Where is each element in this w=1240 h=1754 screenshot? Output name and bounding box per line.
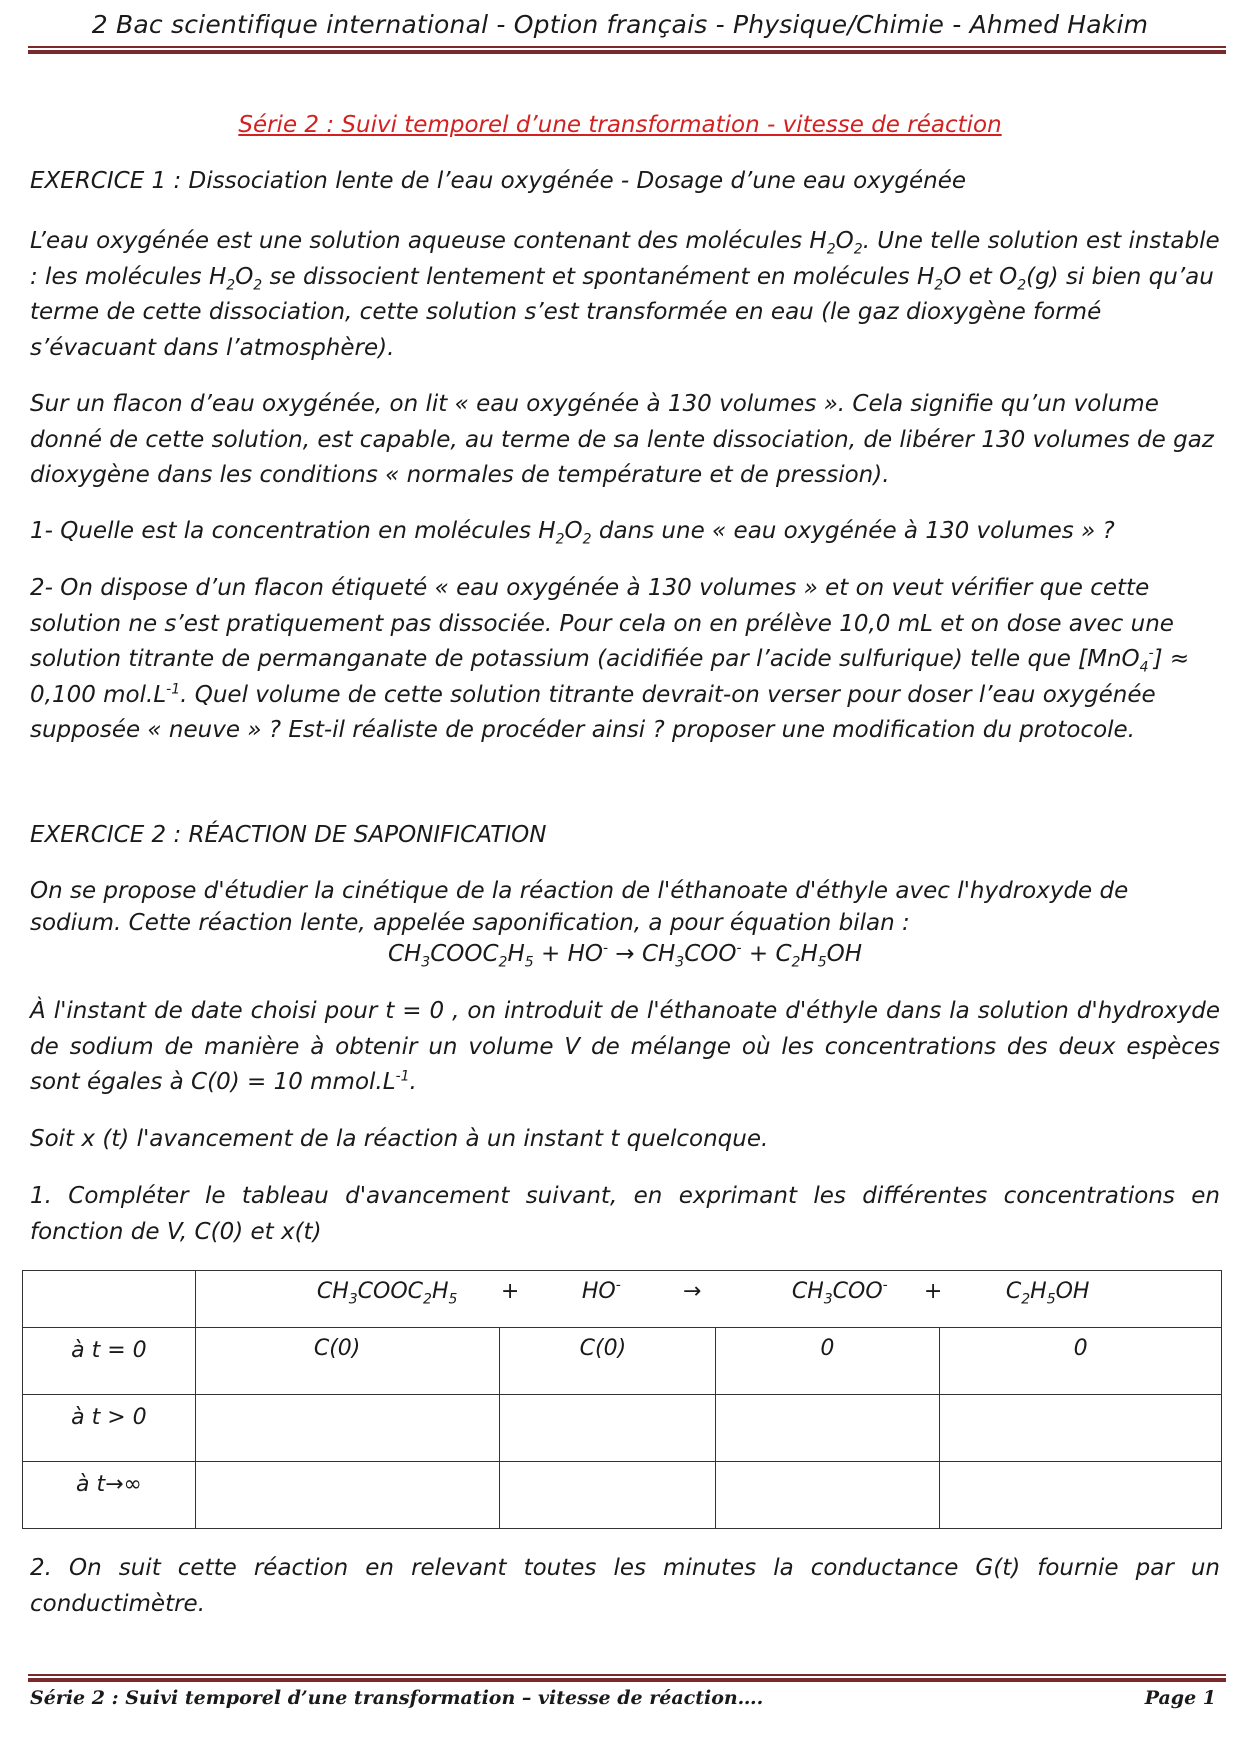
exercise-2-intro: On se propose d'étudier la cinétique de la réaction de l'éthanoate d'éthyle avec l'hydroxyde de sodium. Cette réaction lente, appelée saponification, a pour équation bilan : $CH_3COOC_2H_5 + HO^- \to CH_3COO^- + C_2H_5OH$ (30, 876, 1220, 971)
table-cell (195, 1462, 499, 1529)
footer-text: Série 2 : Suivi temporel d’une transformation – vitesse de réaction…. (30, 1687, 764, 1709)
table-row (23, 1395, 1222, 1462)
table-cell (940, 1462, 1222, 1529)
plus-sign-2: + (923, 1279, 943, 1304)
exercise-2-paragraph-2: À l'instant de date choisi pour t = 0 , on introduit de l'éthanoate d'éthyle dans la solution d'hydroxyde de sodium de manière à obtenir un volume V de mélange où les concentrations des deux espèces sont égales à C(0) = 10 $mmol.L^{-1}$. (30, 998, 1220, 1095)
table-cell (715, 1395, 940, 1462)
table-corner-cell (23, 1271, 196, 1328)
table-row (23, 1328, 1222, 1395)
exercise-2-paragraph-3: Soit x (t) l'avancement de la réaction à un instant t quelconque. (30, 1126, 769, 1152)
table-cell: C(0) (195, 1328, 499, 1395)
exercise-1-question-1: 1- Quelle est la concentration en molécules $H_2O_2$ dans une « eau oxygénée à 130 volumes » ? (30, 518, 1115, 548)
row-label: à t > 0 (23, 1395, 196, 1462)
table-row (23, 1462, 1222, 1529)
table-cell (940, 1395, 1222, 1462)
exercise-2-question-2: 2. On suit cette réaction en relevant toutes les minutes la conductance G(t) fournie par un conductimètre. (30, 1555, 1220, 1617)
row-label: à t→∞ (23, 1462, 196, 1529)
advancement-table (22, 1270, 1222, 1529)
exercise-2-title: EXERCICE 2 : RÉACTION DE SAPONIFICATION (30, 822, 547, 848)
species-ethanol: $C_2H_5OH$ (1005, 1279, 1090, 1308)
species-ethanoate: $CH_3COO^-$ (791, 1277, 888, 1308)
table-cell: 0 (715, 1328, 940, 1395)
exercise-2-question-1: 1. Compléter le tableau d'avancement suivant, en exprimant les différentes concentrations en fonction de V, C(0) et x(t) (30, 1183, 1220, 1245)
page-number: Page 1 (1144, 1687, 1216, 1709)
row-label: à t = 0 (23, 1328, 196, 1395)
table-cell (715, 1462, 940, 1529)
table-cell: C(0) (499, 1328, 715, 1395)
species-hydroxide: HO- (581, 1277, 621, 1304)
plus-sign-1: + (500, 1279, 520, 1304)
exercise-1-question-2: 2- On dispose d’un flacon étiqueté « eau oxygénée à 130 volumes » et on veut vérifier que cette solution ne s’est pratiquement pas dissociée. Pour cela on en prélève 10,0 mL et on dose avec une solution titrante de permanganate de potassium (acidifiée par l’acide sulfurique) telle que [MnO$_4$-] ≈ 0,100 $mol.L^{-1}$. Quel volume de cette solution titrante devrait-on verser pour doser l’eau oxygénée supposée « neuve » ? Est-il réaliste de procéder ainsi ? proposer une modification du protocole. (30, 575, 1190, 743)
table-cell (499, 1395, 715, 1462)
table-cell: 0 (940, 1328, 1222, 1395)
reaction-arrow: → (682, 1279, 702, 1304)
table-cell (499, 1462, 715, 1529)
header-rule (28, 46, 1226, 54)
exercise-1-title: EXERCICE 1 : Dissociation lente de l’eau oxygénée - Dosage d’une eau oxygénée (30, 168, 967, 194)
exercise-1-paragraph-2: Sur un flacon d’eau oxygénée, on lit « eau oxygénée à 130 volumes ». Cela signifie qu’un volume donné de cette solution, est capable, au terme de sa lente dissociation, de libérer 130 volumes de gaz dioxygène dans les conditions « normales de température et de pression). (30, 391, 1214, 488)
exercise-1-paragraph-1: L’eau oxygénée est une solution aqueuse contenant des molécules $H_2O_2$. Une telle solution est instable : les molécules $H_2O_2$ se dissocient lentement et spontanément en molécules $H_2O$ et $O_2(g)$ si bien qu’au terme de cette dissociation, cette solution s’est transformée en eau (le gaz dioxygène formé s’évacuant dans l’atmosphère). (30, 228, 1220, 361)
footer-rule (28, 1674, 1226, 1682)
reaction-equation: $CH_3COOC_2H_5 + HO^- \to CH_3COO^- + C_2H_5OH$ (387, 940, 863, 971)
species-ethyl-ethanoate: $CH_3COOC_2H_5$ (316, 1279, 458, 1308)
series-title: Série 2 : Suivi temporel d’une transformation - vitesse de réaction (238, 112, 1002, 138)
table-header-row (23, 1271, 1222, 1328)
header-title: 2 Bac scientifique international - Option français - Physique/Chimie - Ahmed Hakim (91, 10, 1149, 39)
table-cell (195, 1395, 499, 1462)
table-species-cell (195, 1271, 1221, 1328)
